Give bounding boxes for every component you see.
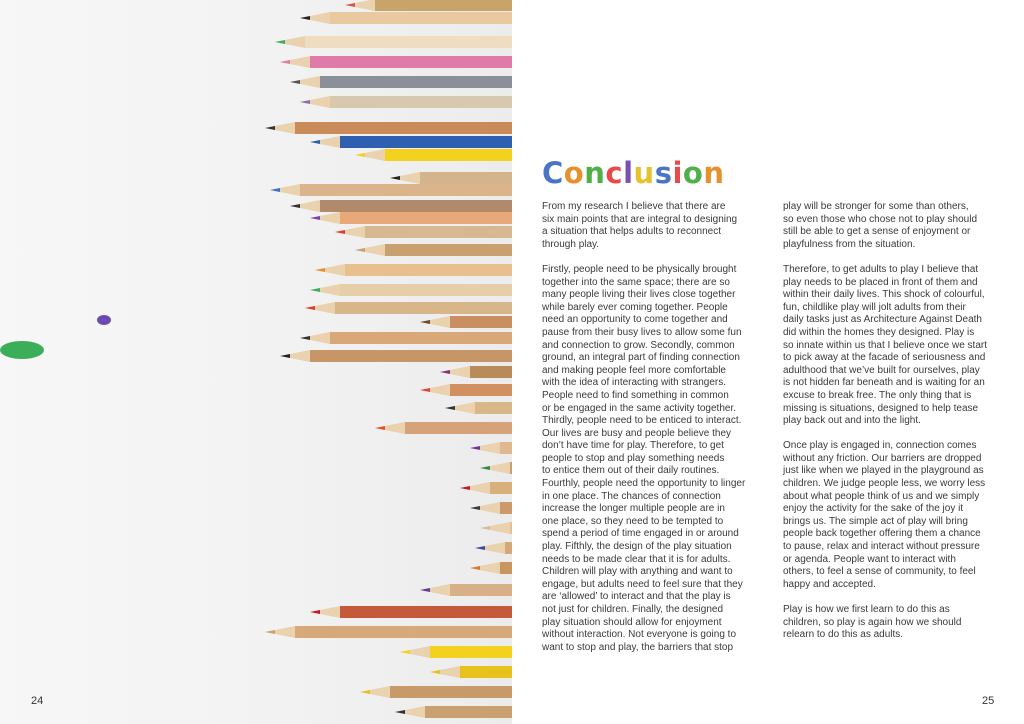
pencil-shape <box>400 646 512 658</box>
text-column-2 <box>783 201 1009 654</box>
pencil-shape <box>275 36 512 48</box>
pencil-shape <box>420 584 512 596</box>
heading-letter: u <box>633 156 655 190</box>
pencil-shape <box>470 442 512 454</box>
pencil-shape <box>420 384 512 396</box>
pencil-shape <box>305 302 512 314</box>
paragraph: From my research I believe that there are six main points that are integral to designing a situation that helps adults to reconnect through play. <box>542 201 738 250</box>
page-number-right: 25 <box>982 695 995 707</box>
pencil-shape <box>470 562 512 574</box>
pencil-shape <box>280 350 512 362</box>
pencil-shape <box>335 226 512 238</box>
heading-letter: c <box>605 156 624 190</box>
heading-letter: s <box>654 156 673 190</box>
pencil-shape <box>460 482 512 494</box>
pencil-shape <box>315 264 512 276</box>
paragraph: Firstly, people need to be physically brought together into the same space; there are so many people living their lives close together while barely ever coming together. People need an opportunity to come together and pause from their busy lives to allow some fun and connection to grow. Secondly, common ground, an integral part of finding connection and making people feel more comfortable with the idea of interacting with strangers. People need to find something in common or be engaged in the same activity together. Thirdly, people need to be enticed to interact. Our lives are busy and people believe they don’t have time for play. Therefore, to get people to stop and play something needs to entice them out of their daily routines. Fourthly, people need the opportunity to linger in one place. The chances of connection increase the longer multiple people are in one place, so they need to be tempted to spend a period of time engaged in or around play. Fifthly, the design of the play situation needs to be made clear that it is for adults. Children will play with anything and want to engage, but adults need to feel sure that they are ‘allowed’ to interact and that the play is not just for children. Finally, the designed play situation should allow for enjoyment without interaction. Not everyone is going to want to stop and play, the barriers that stop <box>542 263 746 653</box>
pencil-shape <box>300 12 512 24</box>
pencil-shape <box>355 244 512 256</box>
pencil-shape <box>360 686 512 698</box>
pencil-shape <box>280 56 512 68</box>
page-number-left: 24 <box>31 695 44 707</box>
pencil-shape <box>375 422 512 434</box>
heading-letter: n <box>584 156 606 190</box>
pencil-shape <box>290 200 512 212</box>
heading-letter: o <box>563 156 585 190</box>
pencil-shape <box>475 542 512 554</box>
heading-letter: C <box>542 156 564 190</box>
page-title <box>542 156 725 190</box>
pencil-shape <box>420 316 512 328</box>
pencil-shape <box>310 136 512 148</box>
pencil-shape <box>310 284 512 296</box>
crayon-fragment <box>0 341 44 359</box>
heading-letter: i <box>672 156 683 190</box>
pencil-shape <box>345 0 512 11</box>
pencil-shape <box>265 626 512 638</box>
pencil-shape <box>390 172 512 184</box>
pencil-shape <box>470 502 512 514</box>
paragraph: Play is how we first learn to do this as children, so play is again how we should relearn to do this as adults. <box>783 604 962 641</box>
pencil-shape <box>270 184 512 196</box>
paragraph: Once play is engaged in, connection comes without any friction. Our barriers are dropped just like when we played in the playground as children. We judge people less, we worry less about what people think of us and we simply enjoy the activity for the sake of the joy it brings us. The simple act of play will bring people back together offering them a chance to pause, relax and interact without pressure or agenda. People want to interact with others, to feel a sense of community, to feel happy and accepted. <box>783 440 986 590</box>
pencil-shape <box>395 706 512 718</box>
text-column-1 <box>542 201 768 667</box>
heading-letter: n <box>703 156 725 190</box>
pencil-shape <box>440 366 512 378</box>
paragraph: play will be stronger for some than others, so even those who chose not to play should still be able to get a sense of enjoyment or playfulness from the situation. <box>783 201 978 250</box>
pencil-shape <box>445 402 512 414</box>
pencil-shape <box>310 212 512 224</box>
pencil-shape <box>480 462 512 474</box>
pencil-shape <box>480 522 512 534</box>
paragraph: Therefore, to get adults to play I believe that play needs to be placed in front of them and within their daily lives. This shock of colourful, fun, childlike play will jolt adults from their daily tasks just as Architecture Against Death did within the homes they designed. Play is so innate within us that I believe once we start to pick away at the facade of seriousness and adulthood that we’ve built for ourselves, play is not hidden far beneath and is waiting for an excuse to break free. The only thing that is missing is situations, designed to help tease play back out and into the light. <box>783 263 988 427</box>
crayon-fragment <box>97 315 111 325</box>
pencil-shape <box>310 606 512 618</box>
pencil-shape <box>265 122 512 134</box>
pencil-shape <box>300 332 512 344</box>
heading-letter: l <box>623 156 634 190</box>
right-page <box>512 0 1024 724</box>
pencil-shape <box>430 666 512 678</box>
heading-letter: o <box>682 156 704 190</box>
pencil-shape <box>290 76 512 88</box>
pencil-shape <box>355 149 512 161</box>
pencil-shape <box>300 96 512 108</box>
